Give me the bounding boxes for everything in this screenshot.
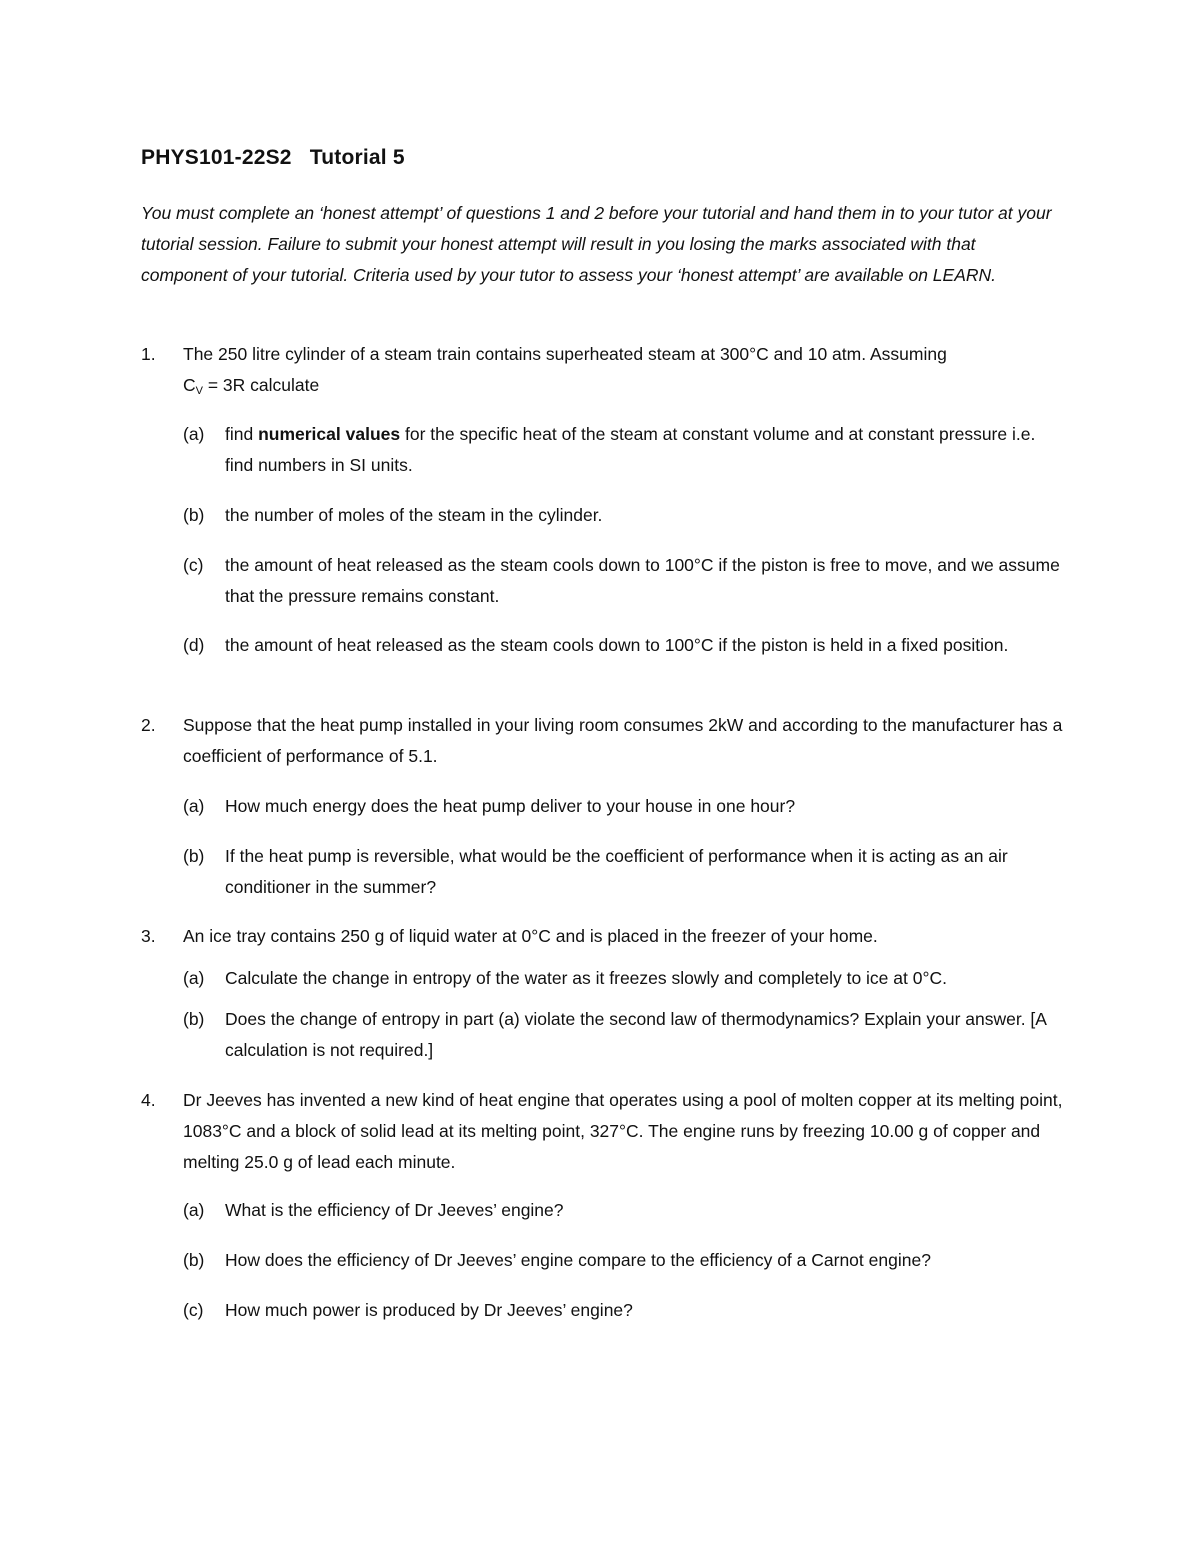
question-number: 1. <box>141 344 156 364</box>
page-title: PHYS101-22S2 Tutorial 5 <box>141 146 405 169</box>
part-label: (d) <box>183 635 205 655</box>
part-label: (c) <box>183 555 204 575</box>
question-text <box>183 339 1063 404</box>
part-label: (a) <box>183 968 205 988</box>
question-text: An ice tray contains 250 g of liquid water at 0°C and is placed in the freezer of your home. <box>183 926 878 946</box>
part-text-segment: for the specific heat of the steam at constant volume and at constant pressure i.e. find numbers in SI units. <box>225 424 1036 475</box>
part-text: the amount of heat released as the steam cools down to 100°C if the piston is free to move, and we assume that the pressure remains constant. <box>225 555 1060 606</box>
part-label: (b) <box>183 1009 205 1029</box>
part-text: How does the efficiency of Dr Jeeves’ engine compare to the efficiency of a Carnot engine? <box>225 1250 931 1270</box>
cv-symbol <box>183 375 203 395</box>
part-label: (c) <box>183 1300 204 1320</box>
part-text: the amount of heat released as the steam cools down to 100°C if the piston is held in a fixed position. <box>225 635 1009 655</box>
part-text: How much energy does the heat pump deliver to your house in one hour? <box>225 796 796 816</box>
part-text-segment: find <box>225 424 259 444</box>
part-text: Does the change of entropy in part (a) violate the second law of thermodynamics? Explain your answer. [A calculation is not required.] <box>225 1009 1047 1060</box>
question-number: 4. <box>141 1090 156 1110</box>
intro-paragraph: You must complete an ‘honest attempt’ of questions 1 and 2 before your tutorial and hand them in to your tutor at your tutorial session. Failure to submit your honest attempt will result in you losing the marks associated with that component of your tutorial. Criteria used by your tutor to assess your ‘honest attempt’ are available on LEARN. <box>141 203 1052 285</box>
part-text: How much power is produced by Dr Jeeves’ engine? <box>225 1300 633 1320</box>
part-text: the number of moles of the steam in the cylinder. <box>225 505 603 525</box>
part-label: (a) <box>183 796 205 816</box>
part-text-emphasis: numerical values <box>258 424 401 444</box>
cv-equation: = 3R calculate <box>202 375 320 395</box>
part-text <box>225 419 1063 481</box>
question-text: Dr Jeeves has invented a new kind of heat engine that operates using a pool of molten copper at its melting point, 1083°C and a block of solid lead at its melting point, 327°C. The engine runs by freezing 10.00 g of copper and melting 25.0 g of lead each minute. <box>183 1090 1063 1172</box>
question-number: 3. <box>141 926 156 946</box>
part-label: (a) <box>183 424 205 444</box>
part-label: (b) <box>183 846 205 866</box>
part-text: What is the efficiency of Dr Jeeves’ engine? <box>225 1200 564 1220</box>
part-label: (b) <box>183 505 205 525</box>
question-number: 2. <box>141 715 156 735</box>
part-label: (b) <box>183 1250 205 1270</box>
cv-letter: C <box>183 375 196 395</box>
part-text: If the heat pump is reversible, what would be the coefficient of performance when it is acting as an air conditioner in the summer? <box>225 846 1008 897</box>
cv-subscript: V <box>195 385 203 397</box>
question-text: Suppose that the heat pump installed in your living room consumes 2kW and according to the manufacturer has a coefficient of performance of 5.1. <box>183 715 1063 766</box>
part-label: (a) <box>183 1200 205 1220</box>
part-text: Calculate the change in entropy of the water as it freezes slowly and completely to ice at 0°C. <box>225 968 947 988</box>
question-text-line: The 250 litre cylinder of a steam train contains superheated steam at 300°C and 10 atm. Assuming <box>183 344 947 364</box>
